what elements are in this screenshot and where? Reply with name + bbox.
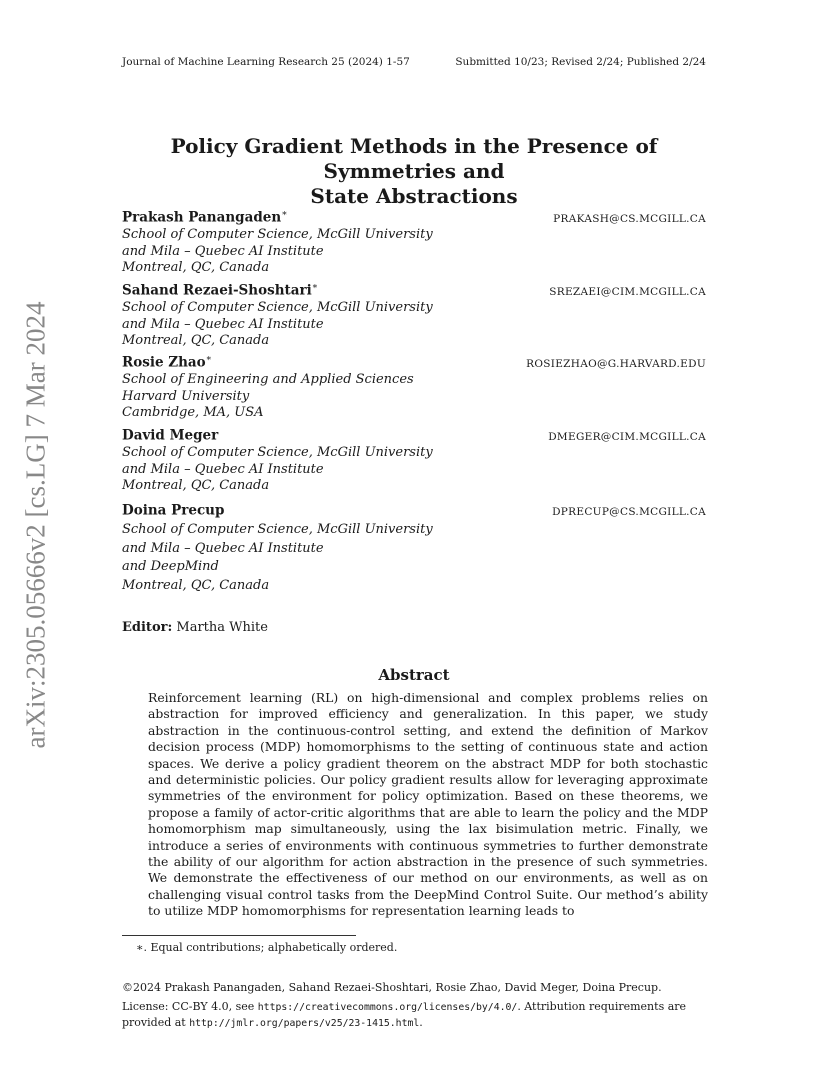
author-email[interactable]: ROSIEZHAO@G.HARVARD.EDU — [526, 357, 706, 370]
journal-info: Journal of Machine Learning Research 25 (2024) 1-57 — [122, 56, 410, 68]
submission-dates: Submitted 10/23; Revised 2/24; Published 2/24 — [455, 56, 706, 68]
author-affiliation: Cambridge, MA, USA — [122, 405, 264, 420]
title-line-2: State Abstractions — [310, 184, 518, 208]
author-block — [122, 351, 706, 422]
arxiv-stamp-text: arXiv:2305.05666v2 [cs.LG] 7 Mar 2024 — [20, 301, 51, 749]
abstract-text: Reinforcement learning (RL) on high-dimensional and complex problems relies on abstraction for improved efficiency and generalization. In this paper, we study abstraction in the continuous-control setting, and extend the definition of Markov decision process (MDP) homomorphisms to the setting of continuous state and action spaces. We derive a policy gradient theorem on the abstract MDP for both stochastic and deterministic policies. Our policy gradient results allow for leveraging approximate symmetries of the environment for policy optimization. Based on these theorems, we propose a family of actor-critic algorithms that are able to learn the policy and the MDP homomorphism map simultaneously, using the lax bisimulation metric. Finally, we introduce a series of environments with continuous symmetries to further demonstrate the ability of our algorithm for action abstraction in the presence of such symmetries. We demonstrate the effectiveness of our method on our environments, as well as on challenging visual control tasks from the DeepMind Control Suite. Our method’s ability to utilize MDP homomorphisms for representation learning leads to — [148, 690, 708, 919]
paper-title — [110, 134, 718, 209]
editor-line — [122, 620, 268, 635]
author-affiliation: Montreal, QC, Canada — [122, 478, 270, 493]
license-url-link[interactable]: https://creativecommons.org/licenses/by/4.0/ — [257, 1002, 518, 1013]
author-name: David Meger — [122, 427, 219, 444]
author-name: Doina Precup — [122, 502, 225, 519]
paper-url-link[interactable]: http://jmlr.org/papers/v25/23-1415.html — [189, 1017, 420, 1029]
author-name: Prakash Panangaden∗ — [122, 209, 288, 226]
author-name: Rosie Zhao∗ — [122, 354, 212, 371]
author-name: Sahand Rezaei-Shoshtari∗ — [122, 282, 318, 299]
author-email[interactable]: DMEGER@CIM.MCGILL.CA — [548, 430, 706, 443]
footnote-rule — [122, 935, 356, 936]
copyright-line: ©2024 Prakash Panangaden, Sahand Rezaei-Shoshtari, Rosie Zhao, David Meger, Doina Precup. — [122, 981, 662, 994]
author-affiliation: Harvard University — [122, 388, 250, 404]
author-affiliation: Montreal, QC, Canada — [122, 577, 270, 593]
author-affiliation: School of Computer Science, McGill University — [122, 300, 433, 315]
author-affiliation: and Mila – Quebec AI Institute — [122, 243, 324, 259]
license-prefix: License: CC-BY 4.0, see — [122, 1000, 258, 1013]
author-block — [122, 424, 706, 495]
author-affiliation: and Mila – Quebec AI Institute — [122, 316, 324, 332]
author-block — [122, 499, 706, 594]
title-line-1: Policy Gradient Methods in the Presence of Symmetries and — [170, 134, 658, 183]
author-affiliation: Montreal, QC, Canada — [122, 333, 270, 348]
abstract-heading: Abstract — [378, 666, 450, 684]
author-affiliation: Montreal, QC, Canada — [122, 260, 270, 275]
author-block — [122, 206, 706, 277]
license-suffix: . — [419, 1015, 423, 1029]
author-block — [122, 279, 706, 350]
author-affiliation: School of Engineering and Applied Sciences — [122, 372, 414, 387]
license-line — [122, 1000, 712, 1031]
license-middle: . Attribution requirements are provided at — [122, 1000, 687, 1029]
author-affiliation: School of Computer Science, McGill University — [122, 445, 433, 460]
author-email[interactable]: DPRECUP@CS.MCGILL.CA — [552, 505, 706, 518]
author-email[interactable]: PRAKASH@CS.MCGILL.CA — [553, 212, 706, 225]
author-affiliation: and Mila – Quebec AI Institute — [122, 461, 324, 477]
author-email[interactable]: SREZAEI@CIM.MCGILL.CA — [549, 285, 706, 298]
running-header — [122, 56, 706, 68]
arxiv-stamp — [16, 290, 56, 760]
author-affiliation: and Mila – Quebec AI Institute — [122, 540, 324, 556]
author-affiliation: School of Computer Science, McGill University — [122, 522, 433, 537]
author-affiliation: School of Computer Science, McGill University — [122, 227, 433, 242]
editor-label: Editor: — [122, 620, 173, 635]
author-affiliation: and DeepMind — [122, 559, 219, 574]
footnote: ∗. Equal contributions; alphabetically ordered. — [136, 941, 398, 954]
editor-name: Martha White — [176, 620, 268, 635]
